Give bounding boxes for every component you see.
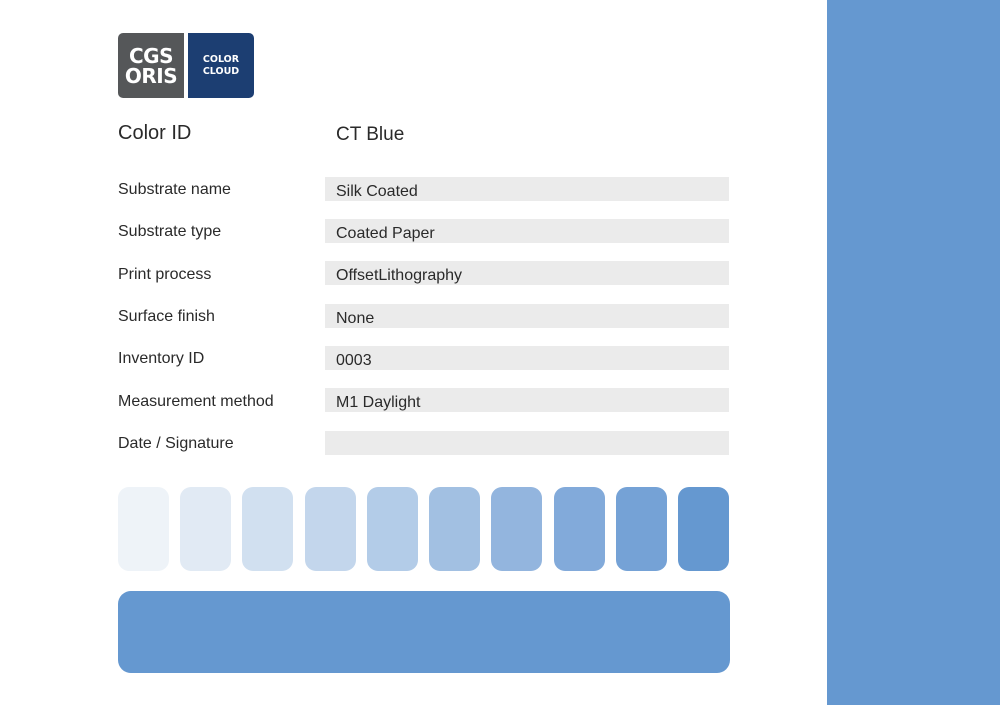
date-signature-label: Date / Signature bbox=[118, 435, 234, 452]
surface-finish-value: None bbox=[336, 310, 375, 327]
tint-swatch-2 bbox=[180, 487, 231, 571]
tint-swatch-6 bbox=[429, 487, 480, 571]
tint-swatch-9 bbox=[616, 487, 667, 571]
tint-swatch-1 bbox=[118, 487, 169, 571]
surface-finish-field[interactable] bbox=[325, 304, 729, 328]
logo-text-color: COLOR bbox=[202, 53, 240, 65]
side-color-panel bbox=[827, 0, 1000, 705]
color-id-label: Color ID bbox=[118, 122, 192, 144]
print-process-value: OffsetLithography bbox=[336, 267, 463, 284]
surface-finish-label: Surface finish bbox=[118, 308, 215, 325]
inventory-id-value: 0003 bbox=[336, 352, 372, 369]
measurement-method-field[interactable] bbox=[325, 388, 729, 412]
substrate-type-value: Coated Paper bbox=[336, 225, 435, 242]
print-process-field[interactable] bbox=[325, 261, 729, 285]
substrate-type-label: Substrate type bbox=[118, 223, 222, 240]
substrate-name-value: Silk Coated bbox=[336, 183, 418, 200]
cgs-oris-color-cloud-logo bbox=[118, 33, 254, 98]
tint-swatch-5 bbox=[367, 487, 418, 571]
tint-swatch-3 bbox=[242, 487, 293, 571]
color-id-value: CT Blue bbox=[336, 124, 405, 145]
inventory-id-label: Inventory ID bbox=[118, 350, 205, 367]
substrate-type-field[interactable] bbox=[325, 219, 729, 243]
substrate-name-field[interactable] bbox=[325, 177, 729, 201]
logo-cgs-oris-block bbox=[118, 33, 184, 98]
tint-swatch-7 bbox=[491, 487, 542, 571]
main-color-swatch bbox=[118, 591, 730, 673]
print-process-label: Print process bbox=[118, 266, 212, 283]
logo-text-cgs: CGS bbox=[129, 43, 173, 68]
measurement-method-label: Measurement method bbox=[118, 393, 274, 410]
substrate-name-label: Substrate name bbox=[118, 181, 231, 198]
measurement-method-value: M1 Daylight bbox=[336, 394, 421, 411]
inventory-id-field[interactable] bbox=[325, 346, 729, 370]
tint-swatch-4 bbox=[305, 487, 356, 571]
date-signature-field[interactable] bbox=[325, 431, 729, 455]
logo-color-cloud-block bbox=[188, 33, 254, 98]
tint-swatch-10 bbox=[678, 487, 729, 571]
tint-swatch-8 bbox=[554, 487, 605, 571]
logo-text-oris: ORIS bbox=[124, 63, 178, 88]
logo-text-cloud: CLOUD bbox=[202, 65, 240, 77]
